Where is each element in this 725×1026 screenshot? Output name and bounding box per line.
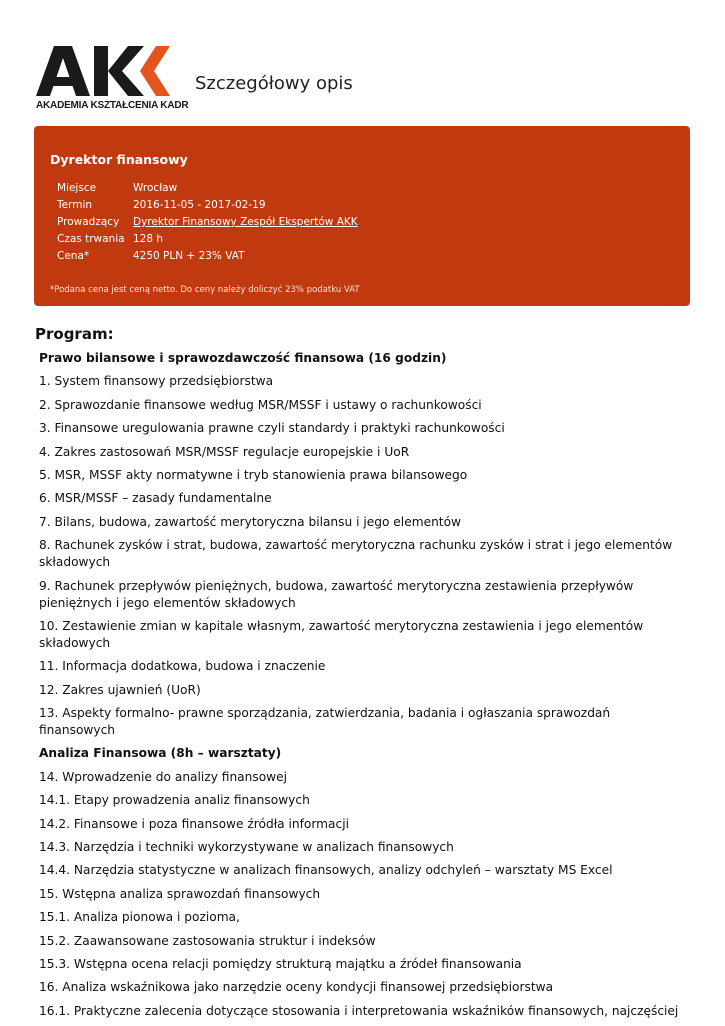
detail-label: Termin <box>57 199 93 211</box>
detail-label: Czas trwania <box>57 233 125 245</box>
program-item: 7. Bilans, budowa, zawartość merytoryczna bilansu i jego elementów <box>39 514 461 529</box>
program-item: 1. System finansowy przedsiębiorstwa <box>39 374 274 389</box>
program-item: 13. Aspekty formalno- prawne sporządzania, zatwierdzania, badania i ogłaszania sprawozdań finansowych <box>39 706 611 738</box>
program-item: 2. Sprawozdanie finansowe według MSR/MSSF i ustawy o rachunkowości <box>39 397 482 412</box>
detail-row-location <box>57 180 358 197</box>
detail-label: Cena* <box>57 250 90 262</box>
detail-value: 4250 PLN + 23% VAT <box>133 250 245 262</box>
program-item: 16. Analiza wskaźnikowa jako narzędzie oceny kondycji finansowej przedsiębiorstwa <box>39 980 554 995</box>
detail-value: Wrocław <box>133 182 178 194</box>
program-item: 14. Wprowadzenie do analizy finansowej <box>39 769 288 784</box>
program-item: 15. Wstępna analiza sprawozdań finansowych <box>39 886 321 901</box>
course-summary-card <box>34 126 690 306</box>
program-item: 14.4. Narzędzia statystyczne w analizach finansowych, analizy odchyleń – warsztaty MS Excel <box>39 863 613 878</box>
program-item: 9. Rachunek przepływów pieniężnych, budowa, zawartość merytoryczna zestawienia przepływów pieniężnych i jego elementów składowych <box>39 578 634 610</box>
program-item: 16.1. Praktyczne zalecenia dotyczące stosowania i interpretowania wskaźników finansowych, najczęściej <box>39 1003 679 1018</box>
program-item: 5. MSR, MSSF akty normatywne i tryb stanowienia prawa bilansowego <box>39 467 468 482</box>
detail-value: 128 h <box>133 233 164 245</box>
akk-logo-mark <box>36 44 172 98</box>
trainer-link[interactable]: Dyrektor Finansowy Zespół Ekspertów AKK <box>133 216 358 228</box>
price-note: *Podana cena jest ceną netto. Do ceny należy doliczyć 23% podatku VAT <box>50 285 360 295</box>
program-item: 14.2. Finansowe i poza finansowe źródła informacji <box>39 816 349 831</box>
course-title: Dyrektor finansowy <box>50 152 188 167</box>
detail-label: Miejsce <box>57 182 97 194</box>
program-section-title: Analiza Finansowa (8h – warsztaty) <box>39 746 282 761</box>
detail-row-date <box>57 197 358 214</box>
program-list <box>39 350 679 1026</box>
program-item: 12. Zakres ujawnień (UoR) <box>39 682 201 697</box>
program-item: 14.3. Narzędzia i techniki wykorzystywane w analizach finansowych <box>39 840 454 855</box>
program-item: 11. Informacja dodatkowa, budowa i znaczenie <box>39 659 326 674</box>
detail-row-duration <box>57 231 358 248</box>
program-item: 3. Finansowe uregulowania prawne czyli standardy i praktyki rachunkowości <box>39 421 505 436</box>
program-item: 6. MSR/MSSF – zasady fundamentalne <box>39 491 272 506</box>
page-header <box>0 0 725 120</box>
program-item: 15.2. Zaawansowane zastosowania struktur i indeksów <box>39 933 376 948</box>
detail-row-price <box>57 248 358 265</box>
program-item: 10. Zestawienie zmian w kapitale własnym, zawartość merytoryczna zestawienia i jego elementów składowych <box>39 618 644 650</box>
program-item: 15.1. Analiza pionowa i pozioma, <box>39 910 240 925</box>
page-title: Szczegółowy opis <box>195 73 353 94</box>
program-item: 15.3. Wstępna ocena relacji pomiędzy strukturą majątku a źródeł finansowania <box>39 956 522 971</box>
program-item: 4. Zakres zastosowań MSR/MSSF regulacje europejskie i UoR <box>39 444 410 459</box>
course-details <box>57 180 358 265</box>
program-heading: Program: <box>35 325 114 343</box>
logo-text: AKADEMIA KSZTAŁCENIA KADR <box>36 100 189 111</box>
detail-label: Prowadzący <box>57 216 120 228</box>
detail-row-trainer <box>57 214 358 231</box>
program-item: 14.1. Etapy prowadzenia analiz finansowych <box>39 793 310 808</box>
detail-value: 2016-11-05 - 2017-02-19 <box>133 199 266 211</box>
program-section-title: Prawo bilansowe i sprawozdawczość finansowa (16 godzin) <box>39 351 447 365</box>
program-item: 8. Rachunek zysków i strat, budowa, zawartość merytoryczna rachunku zysków i strat i jego elementów składowych <box>39 538 673 570</box>
akk-logo <box>36 44 189 116</box>
